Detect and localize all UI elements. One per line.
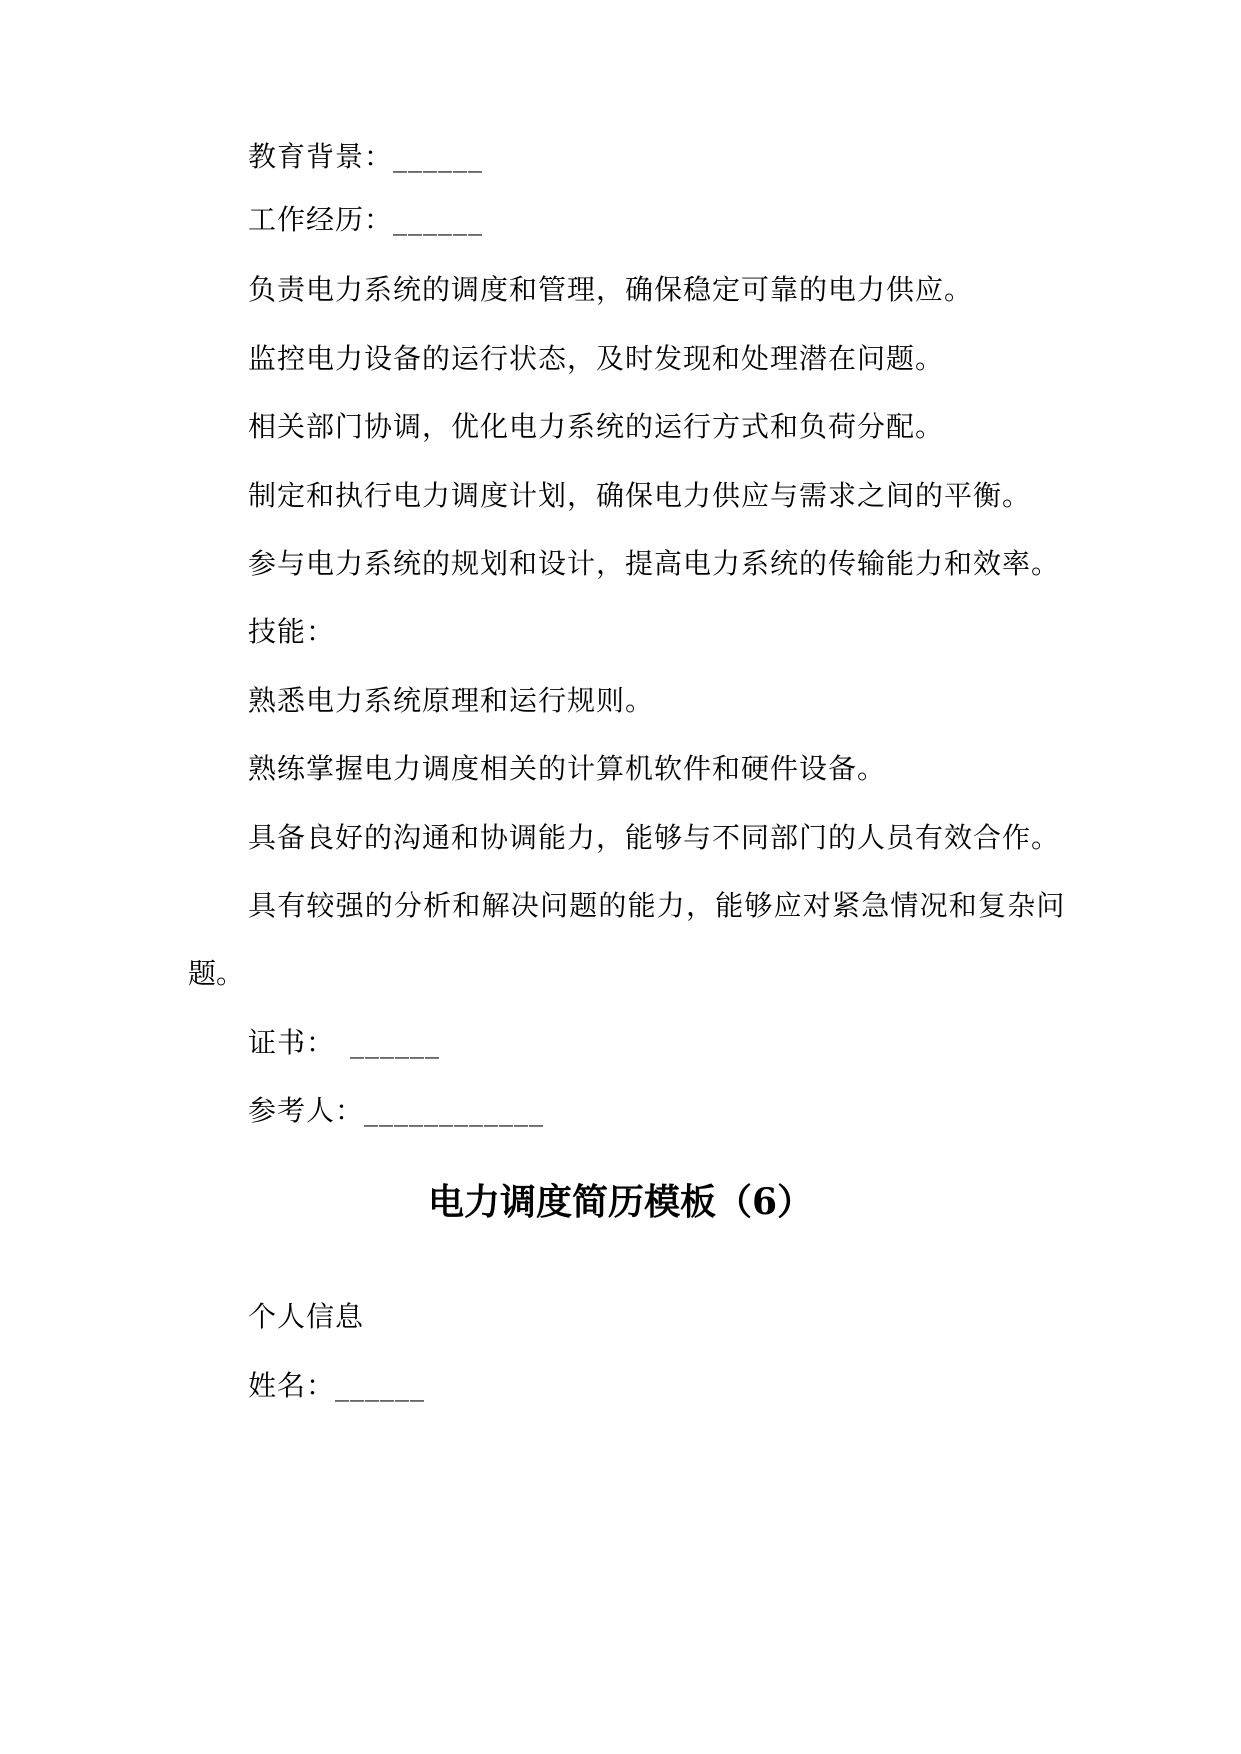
duty-line-1: 负责电力系统的调度和管理，确保稳定可靠的电力供应。 <box>248 273 974 306</box>
reference-line: 参考人：____________ <box>248 1094 545 1127</box>
duty-line-4: 制定和执行电力调度计划，确保电力供应与需求之间的平衡。 <box>248 479 1032 512</box>
skill-line-4: 具有较强的分析和解决问题的能力，能够应对紧急情况和复杂问 <box>248 889 1066 922</box>
section-title: 电力调度简历模板（6） <box>427 1181 814 1223</box>
skill-line-3: 具备良好的沟通和协调能力，能够与不同部门的人员有效合作。 <box>248 821 1061 854</box>
duty-line-2: 监控电力设备的运行状态，及时发现和处理潜在问题。 <box>248 342 945 375</box>
work-experience-line: 工作经历：______ <box>248 203 484 236</box>
name-line: 姓名：______ <box>248 1369 426 1402</box>
duty-line-3: 相关部门协调，优化电力系统的运行方式和负荷分配。 <box>248 410 945 443</box>
skill-line-2: 熟练掌握电力调度相关的计算机软件和硬件设备。 <box>248 752 887 785</box>
personal-info-heading: 个人信息 <box>248 1300 365 1333</box>
education-line: 教育背景：______ <box>248 140 484 173</box>
certificate-line: 证书： ______ <box>248 1026 441 1059</box>
skill-line-1: 熟悉电力系统原理和运行规则。 <box>248 684 655 717</box>
skill-line-4-continued: 题。 <box>188 957 245 990</box>
skills-heading: 技能： <box>248 615 336 648</box>
duty-line-5: 参与电力系统的规划和设计，提高电力系统的传输能力和效率。 <box>248 547 1061 580</box>
